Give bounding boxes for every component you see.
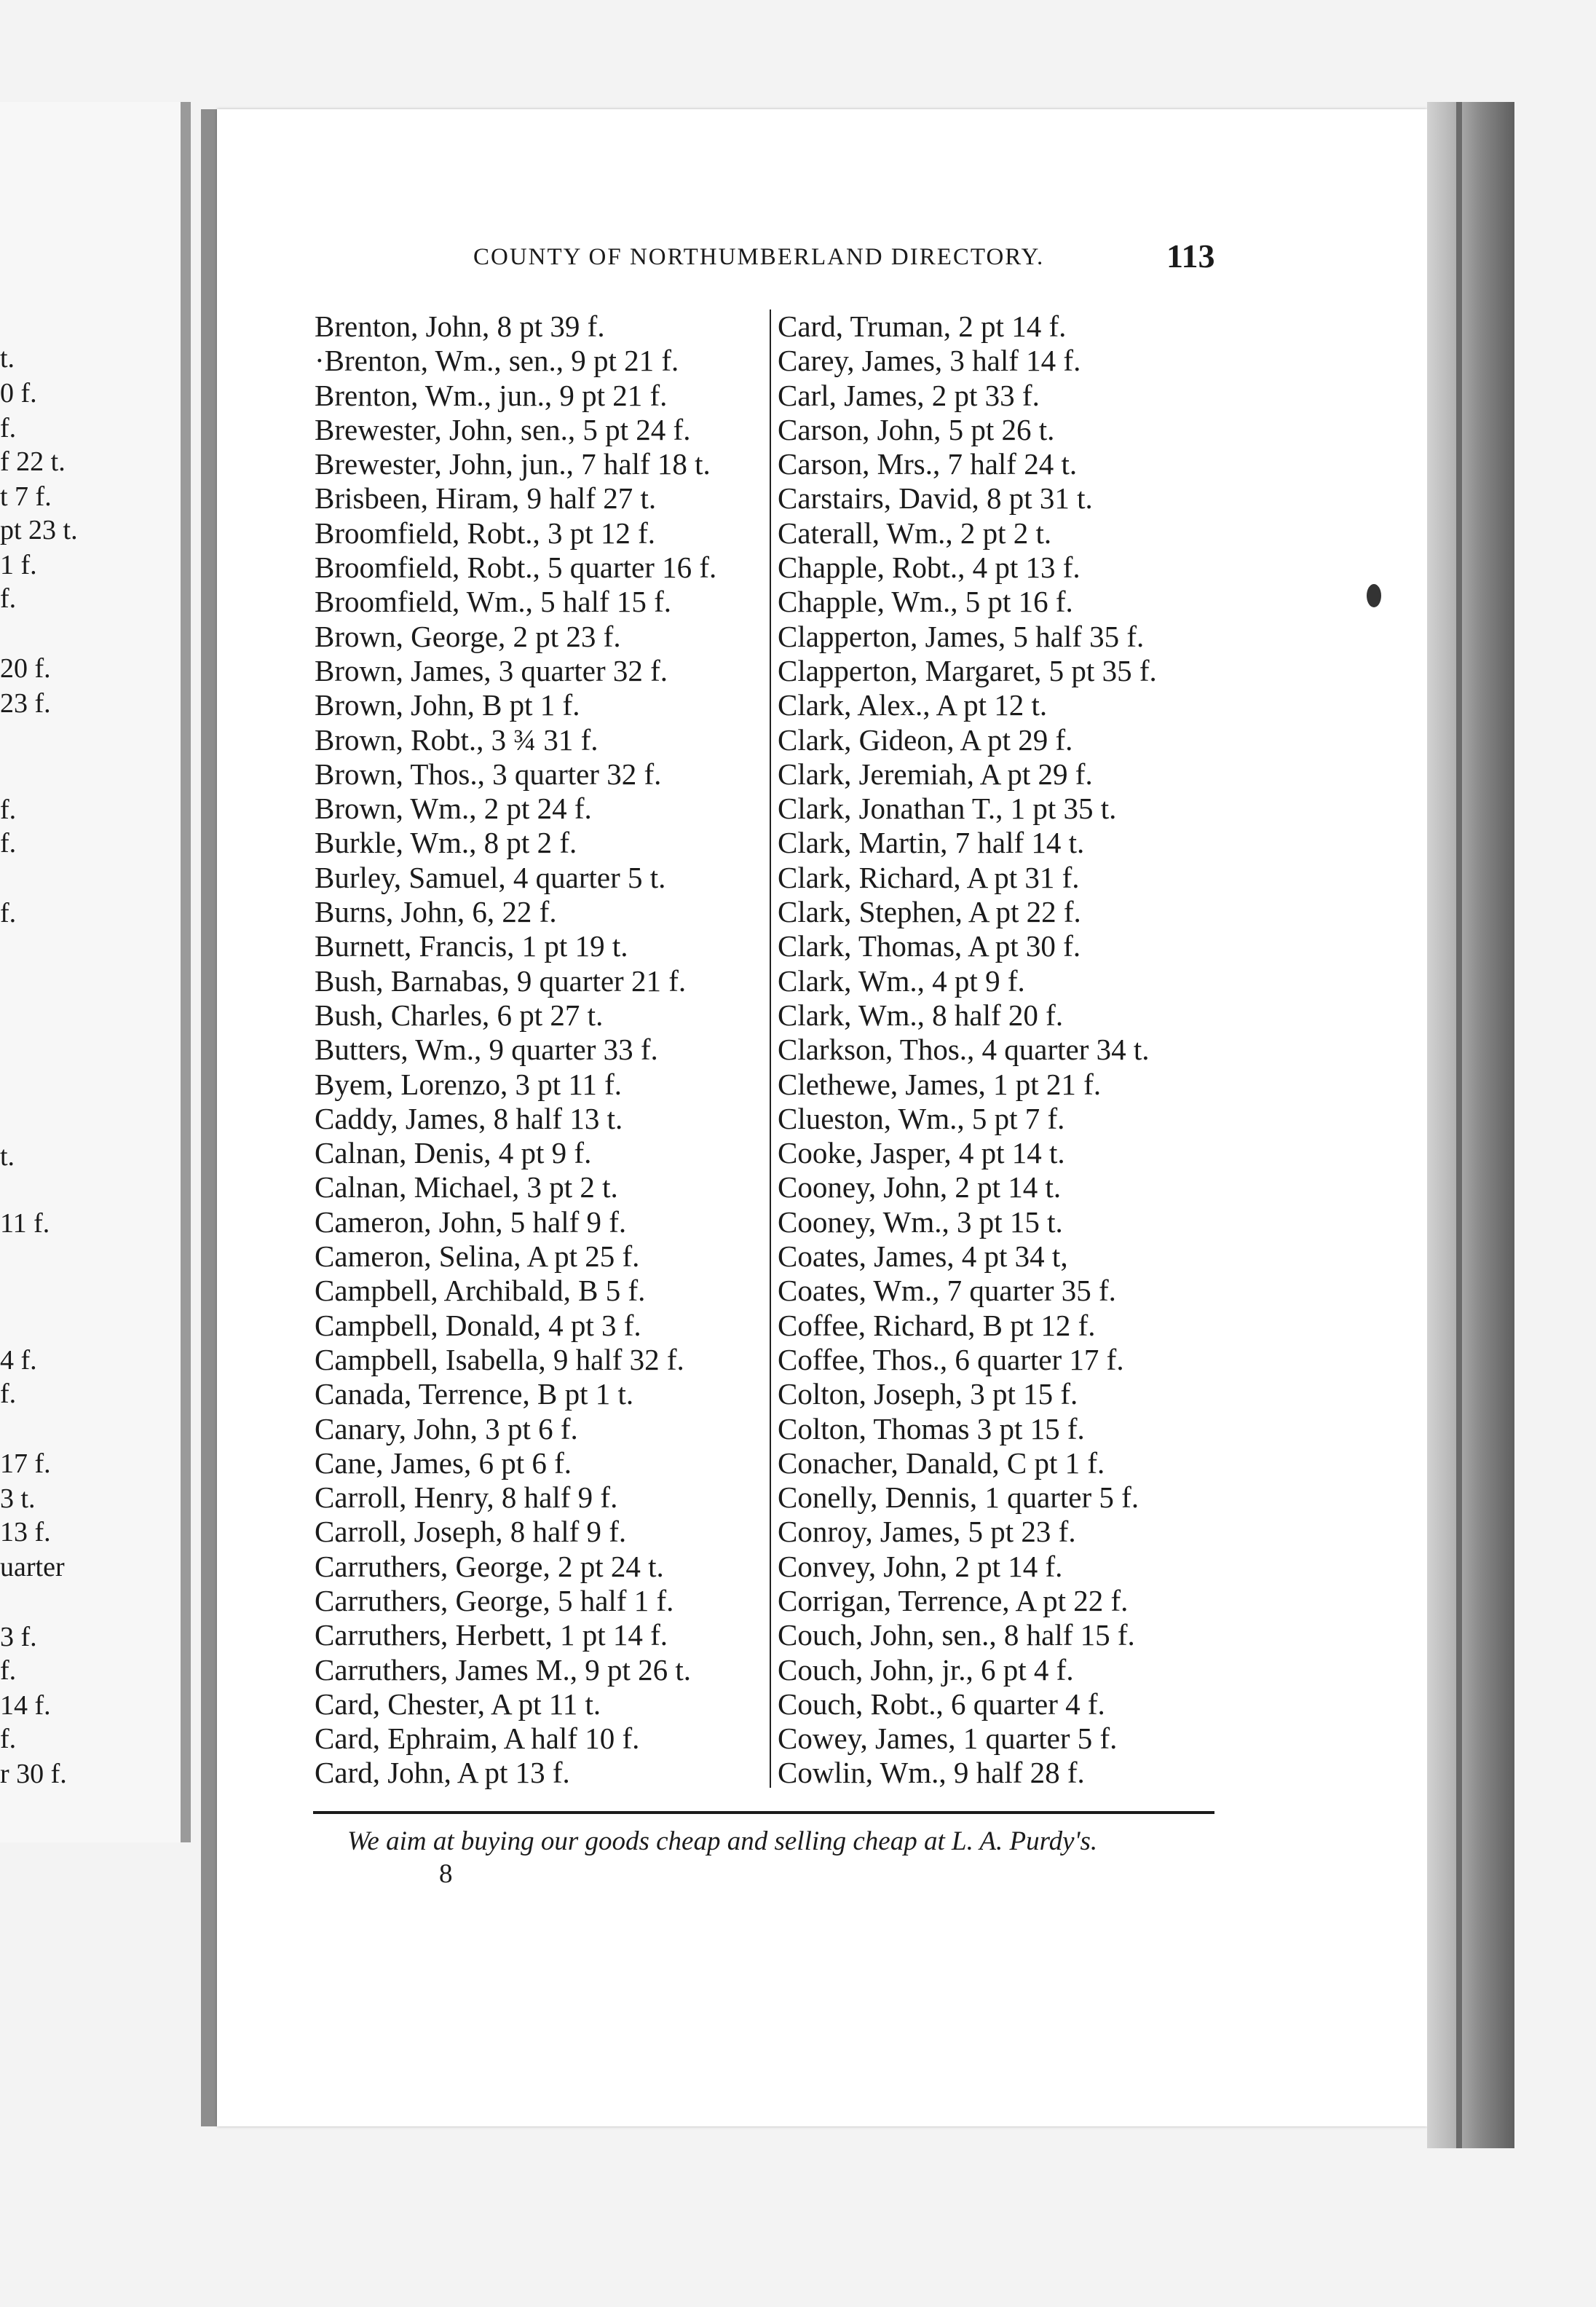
directory-entry: Clapperton, Margaret, 5 pt 35 f. — [778, 653, 1157, 687]
directory-entry: Corrigan, Terrence, A pt 22 f. — [778, 1583, 1129, 1617]
directory-entry: Couch, Robt., 6 quarter 4 f. — [778, 1687, 1105, 1721]
directory-entry: Brenton, Wm., jun., 9 pt 21 f. — [315, 378, 668, 412]
left-page-text-fragment: 0 f. — [0, 378, 37, 409]
directory-entry: Carl, James, 2 pt 33 f. — [778, 378, 1040, 412]
directory-entry: Conelly, Dennis, 1 quarter 5 f. — [778, 1480, 1139, 1515]
left-page-text-fragment: 20 f. — [0, 653, 51, 684]
directory-entry: Carruthers, James M., 9 pt 26 t. — [315, 1652, 691, 1687]
directory-entry: Burnett, Francis, 1 pt 19 t. — [315, 929, 628, 963]
directory-entry: Brown, Wm., 2 pt 24 f. — [315, 792, 592, 826]
directory-entry: Brown, Thos., 3 quarter 32 f. — [315, 757, 662, 791]
left-page-text-fragment: 3 f. — [0, 1622, 37, 1652]
left-page-text-fragment: f. — [0, 1379, 17, 1409]
signature-mark: 8 — [439, 1859, 453, 1889]
directory-entry: Conroy, James, 5 pt 23 f. — [778, 1515, 1076, 1549]
directory-entry: Cowlin, Wm., 9 half 28 f. — [778, 1756, 1085, 1790]
left-page — [0, 102, 191, 1842]
directory-entry: Conacher, Danald, C pt 1 f. — [778, 1446, 1105, 1480]
book-gutter — [201, 109, 217, 2126]
directory-entry: Campbell, Isabella, 9 half 32 f. — [315, 1342, 684, 1376]
directory-entry: Brenton, John, 8 pt 39 f. — [315, 309, 605, 343]
directory-entry: Carroll, Joseph, 8 half 9 f. — [315, 1515, 627, 1549]
left-page-text-fragment: f. — [0, 583, 17, 614]
left-page-text-fragment: 23 f. — [0, 688, 51, 719]
left-page-text-fragment: 14 f. — [0, 1690, 51, 1721]
directory-entry: Clethewe, James, 1 pt 21 f. — [778, 1067, 1102, 1101]
directory-entry: Cameron, John, 5 half 9 f. — [315, 1204, 627, 1239]
directory-entry: Coffee, Thos., 6 quarter 17 f. — [778, 1342, 1124, 1376]
directory-entry: Carey, James, 3 half 14 f. — [778, 344, 1081, 378]
directory-entry: Clark, Wm., 4 pt 9 f. — [778, 963, 1025, 998]
directory-entry: Clark, Gideon, A pt 29 f. — [778, 722, 1073, 757]
left-page-text-fragment: 3 t. — [0, 1483, 36, 1514]
advertisement-line: We aim at buying our goods cheap and selling cheap at L. A. Purdy's. — [347, 1826, 1098, 1856]
directory-entry: Convey, John, 2 pt 14 f. — [778, 1549, 1063, 1583]
left-page-text-fragment: 4 f. — [0, 1345, 37, 1376]
directory-entry: Coffee, Richard, B pt 12 f. — [778, 1308, 1096, 1342]
directory-entry: Cooney, Wm., 3 pt 15 t. — [778, 1204, 1063, 1239]
directory-entry: Couch, John, jr., 6 pt 4 f. — [778, 1652, 1074, 1687]
directory-entry: Card, Chester, A pt 11 t. — [315, 1687, 601, 1721]
directory-entry: Clark, Stephen, A pt 22 f. — [778, 895, 1081, 929]
directory-entry: Cane, James, 6 pt 6 f. — [315, 1446, 572, 1480]
directory-entry: Brisbeen, Hiram, 9 half 27 t. — [315, 481, 657, 516]
directory-entry: Clark, Thomas, A pt 30 f. — [778, 929, 1081, 963]
left-page-text-fragment: 17 f. — [0, 1448, 51, 1479]
left-page-text-fragment: 11 f. — [0, 1208, 50, 1239]
directory-entry: Clark, Wm., 8 half 20 f. — [778, 998, 1064, 1032]
directory-entry: Canary, John, 3 pt 6 f. — [315, 1411, 578, 1446]
directory-entry: Butters, Wm., 9 quarter 33 f. — [315, 1033, 658, 1067]
left-page-text-fragment: f. — [0, 1724, 17, 1754]
directory-entry: Calnan, Denis, 4 pt 9 f. — [315, 1136, 592, 1170]
left-page-text-fragment: uarter — [0, 1552, 65, 1582]
directory-entry: Bush, Charles, 6 pt 27 t. — [315, 998, 604, 1032]
directory-column-left — [315, 309, 716, 1791]
directory-entry: ·Brenton, Wm., sen., 9 pt 21 f. — [315, 344, 679, 378]
directory-entry: Card, Truman, 2 pt 14 f. — [778, 309, 1067, 343]
directory-entry: Burns, John, 6, 22 f. — [315, 895, 557, 929]
directory-entry: Chapple, Wm., 5 pt 16 f. — [778, 585, 1073, 619]
directory-entry: Cooke, Jasper, 4 pt 14 t. — [778, 1136, 1065, 1170]
directory-entry: Card, John, A pt 13 f. — [315, 1756, 570, 1790]
directory-entry: Calnan, Michael, 3 pt 2 t. — [315, 1170, 618, 1204]
directory-entry: Cameron, Selina, A pt 25 f. — [315, 1239, 640, 1274]
directory-entry: Burley, Samuel, 4 quarter 5 t. — [315, 860, 666, 894]
page-number: 113 — [1166, 237, 1215, 275]
directory-entry: Caterall, Wm., 2 pt 2 t. — [778, 516, 1052, 550]
directory-entry: Colton, Thomas 3 pt 15 f. — [778, 1411, 1085, 1446]
book-edge — [1427, 102, 1514, 2148]
directory-entry: Brewester, John, sen., 5 pt 24 f. — [315, 412, 691, 446]
directory-entry: Cowey, James, 1 quarter 5 f. — [778, 1722, 1118, 1756]
left-page-text-fragment: t. — [0, 343, 15, 374]
left-page-text-fragment: f. — [0, 1655, 17, 1686]
directory-entry: Brewester, John, jun., 7 half 18 t. — [315, 447, 711, 481]
directory-entry: Byem, Lorenzo, 3 pt 11 f. — [315, 1067, 623, 1101]
directory-entry: Broomfield, Robt., 5 quarter 16 f. — [315, 551, 717, 585]
left-page-gutter — [181, 102, 191, 1842]
directory-entry: Bush, Barnabas, 9 quarter 21 f. — [315, 963, 687, 998]
directory-entry: Clarkson, Thos., 4 quarter 34 t. — [778, 1033, 1150, 1067]
directory-entry: Brown, George, 2 pt 23 f. — [315, 619, 621, 653]
left-page-text-fragment: 1 f. — [0, 550, 37, 580]
left-page-text-fragment: f. — [0, 794, 17, 825]
directory-entry: Carruthers, George, 2 pt 24 t. — [315, 1549, 664, 1583]
left-page-text-fragment: r 30 f. — [0, 1759, 67, 1789]
column-divider — [770, 309, 771, 1788]
ink-blot — [1367, 584, 1381, 607]
book-edge-band — [1456, 102, 1462, 2148]
page-header: COUNTY OF NORTHUMBERLAND DIRECTORY. — [473, 244, 1045, 270]
directory-entry: Colton, Joseph, 3 pt 15 f. — [778, 1377, 1078, 1411]
directory-entry: Canada, Terrence, B pt 1 t. — [315, 1377, 634, 1411]
directory-entry: Broomfield, Wm., 5 half 15 f. — [315, 585, 672, 619]
directory-entry: Campbell, Archibald, B 5 f. — [315, 1274, 646, 1308]
directory-entry: Clark, Jeremiah, A pt 29 f. — [778, 757, 1093, 791]
left-page-text-fragment: f 22 t. — [0, 446, 66, 477]
left-page-text-fragment: 13 f. — [0, 1517, 51, 1547]
directory-entry: Caddy, James, 8 half 13 t. — [315, 1101, 623, 1135]
directory-entry: Carruthers, George, 5 half 1 f. — [315, 1583, 674, 1617]
directory-entry: Cooney, John, 2 pt 14 t. — [778, 1170, 1062, 1204]
directory-entry: Brown, James, 3 quarter 32 f. — [315, 653, 668, 687]
directory-entry: Brown, John, B pt 1 f. — [315, 688, 580, 722]
directory-entry: Carstairs, David, 8 pt 31 t. — [778, 481, 1093, 516]
directory-entry: Carruthers, Herbett, 1 pt 14 f. — [315, 1618, 668, 1652]
directory-entry: Clark, Martin, 7 half 14 t. — [778, 826, 1085, 860]
left-page-text-fragment: f. — [0, 828, 17, 859]
directory-entry: Clark, Richard, A pt 31 f. — [778, 860, 1080, 894]
bottom-rule — [313, 1811, 1214, 1814]
directory-entry: Coates, Wm., 7 quarter 35 f. — [778, 1274, 1116, 1308]
directory-column-right — [778, 309, 1157, 1791]
left-page-text-fragment: t 7 f. — [0, 481, 52, 512]
directory-entry: Carson, John, 5 pt 26 t. — [778, 412, 1055, 446]
directory-entry: Chapple, Robt., 4 pt 13 f. — [778, 551, 1081, 585]
directory-entry: Burkle, Wm., 8 pt 2 f. — [315, 826, 577, 860]
left-page-text-fragment: f. — [0, 898, 17, 928]
directory-entry: Campbell, Donald, 4 pt 3 f. — [315, 1308, 641, 1342]
directory-entry: Clueston, Wm., 5 pt 7 f. — [778, 1101, 1065, 1135]
directory-entry: Carroll, Henry, 8 half 9 f. — [315, 1480, 618, 1515]
directory-entry: Brown, Robt., 3 ¾ 31 f. — [315, 722, 598, 757]
directory-entry: Clark, Jonathan T., 1 pt 35 t. — [778, 792, 1117, 826]
directory-entry: Clark, Alex., A pt 12 t. — [778, 688, 1048, 722]
directory-entry: Carson, Mrs., 7 half 24 t. — [778, 447, 1078, 481]
directory-entry: Couch, John, sen., 8 half 15 f. — [778, 1618, 1135, 1652]
left-page-text-fragment: f. — [0, 413, 17, 443]
directory-entry: Card, Ephraim, A half 10 f. — [315, 1722, 640, 1756]
left-page-text-fragment: t. — [0, 1141, 15, 1172]
directory-entry: Clapperton, James, 5 half 35 f. — [778, 619, 1145, 653]
directory-entry: Coates, James, 4 pt 34 t, — [778, 1239, 1068, 1274]
directory-entry: Broomfield, Robt., 3 pt 12 f. — [315, 516, 656, 550]
left-page-text-fragment: pt 23 t. — [0, 515, 78, 545]
